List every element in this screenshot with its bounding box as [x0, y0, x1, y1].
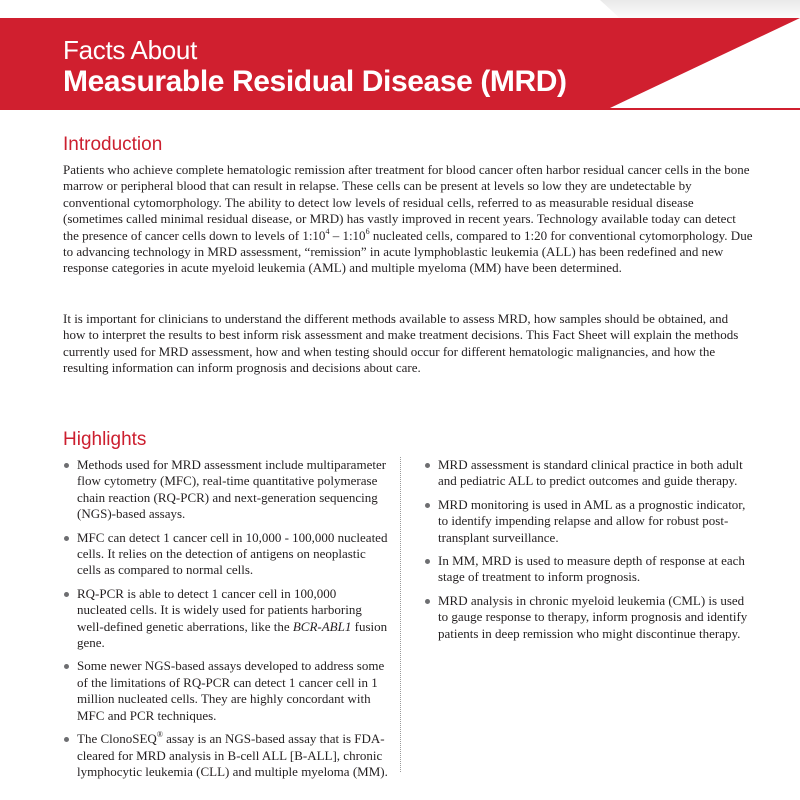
- highlights-right-list: [424, 457, 754, 642]
- gene-name: BCR-ABL1: [292, 618, 352, 634]
- intro-p1-text-c: nucleated cells, compared to 1:20 for conventional cytomorphology. Due to advancing technology in MRD assessment, “remission” in acute lymphoblastic leukemia (ALL) has been redefined and new response categories in acute myeloid leukemia (AML) and multiple myeloma (MM) have been determined.: [63, 227, 753, 276]
- registered-mark: ®: [156, 730, 163, 740]
- list-item: [63, 586, 388, 652]
- list-item: [63, 731, 388, 780]
- list-item: MFC can detect 1 cancer cell in 10,000 - 100,000 nucleated cells. It relies on the detection of antigens on neoplastic cells as compared to normal cells.: [63, 530, 388, 579]
- list-item-text: RQ-PCR is able to detect 1 cancer cell in 100,000 nucleated cells. It is widely used for patients harboring well-defined genetic aberrations, like the: [77, 585, 362, 634]
- introduction-heading: Introduction: [63, 134, 163, 155]
- list-item: In MM, MRD is used to measure depth of response at each stage of treatment to inform prognosis.: [424, 553, 754, 586]
- column-divider: [400, 457, 401, 772]
- intro-p1-text-a: Patients who achieve complete hematologic remission after treatment for blood cancer often harbor residual cancer cells in the bone marrow or peripheral blood that can result in relapse. These cells can be present at levels so low they are undetectable by conventional cytomorphology. The ability to detect low levels of residual cells, referred to as measurable residual disease (sometimes called minimal residual disease, or MRD) has vastly improved in recent years. Technology available today can detect the presence of cancer cells down to levels of 1:10: [63, 162, 750, 243]
- list-item: MRD monitoring is used in AML as a prognostic indicator, to identify impending relapse and allow for robust post-transplant surveillance.: [424, 497, 754, 546]
- page-corner-fold: [610, 18, 800, 108]
- introduction-paragraph-1: [63, 162, 753, 277]
- list-item-text: The ClonoSEQ: [77, 731, 157, 747]
- introduction-paragraph-2: It is important for clinicians to understand the different methods available to assess MRD, how samples should be obtained, and how to interpret the results to best inform risk assessment and make treatment decisions. This Fact Sheet will explain the methods currently used for MRD assessment, how and when testing should occur for different hematologic malignancies, and how the resulting information can inform prognosis and decisions about care.: [63, 311, 739, 376]
- highlights-right-column: [424, 457, 754, 649]
- highlights-left-column: [63, 457, 388, 787]
- header-title-light: Facts About: [63, 35, 197, 65]
- intro-p1-sup-2: 6: [365, 226, 370, 236]
- header-banner: [0, 18, 800, 110]
- intro-p1-text-b: – 1:10: [329, 227, 366, 243]
- intro-p1-sup-1: 4: [325, 226, 330, 236]
- list-item: MRD assessment is standard clinical practice in both adult and pediatric ALL to predict outcomes and guide therapy.: [424, 457, 754, 490]
- list-item-text: assay is an NGS-based assay that is FDA-cleared for MRD analysis in B-cell ALL [B-ALL], chronic lymphocytic leukemia (CLL) and multiple myeloma (MM).: [77, 731, 388, 779]
- list-item: Methods used for MRD assessment include multiparameter flow cytometry (MFC), real-time quantitative polymerase chain reaction (RQ-PCR) and next-generation sequencing (NGS)-based assays.: [63, 457, 388, 523]
- list-item: MRD analysis in chronic myeloid leukemia (CML) is used to gauge response to therapy, inform prognosis and identify patients in deep remission who might discontinue therapy.: [424, 593, 754, 642]
- highlights-heading: Highlights: [63, 429, 147, 450]
- header-title-bold: Measurable Residual Disease (MRD): [63, 65, 567, 98]
- list-item: Some newer NGS-based assays developed to address some of the limitations of RQ-PCR can detect 1 cancer cell in 1 million nucleated cells. They are highly concordant with MFC and PCR techniques.: [63, 658, 388, 724]
- list-item-text: fusion gene.: [77, 618, 388, 651]
- highlights-left-list: [63, 457, 388, 780]
